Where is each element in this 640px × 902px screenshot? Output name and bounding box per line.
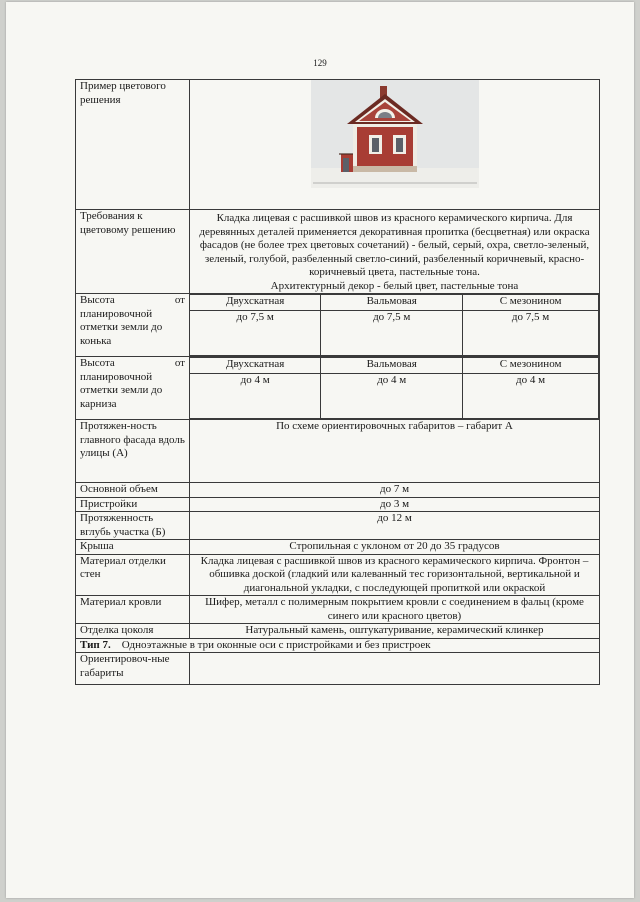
page-number: 129 (313, 58, 327, 68)
type7-cell (76, 638, 600, 653)
facade-length-row (76, 420, 600, 483)
main-volume-value: до 7 м (190, 483, 600, 498)
roof-label: Крыша (76, 540, 190, 555)
dims-value (190, 653, 600, 685)
wall-material-row (76, 554, 600, 596)
color-example-cell (190, 80, 600, 210)
extensions-label: Пристройки (76, 497, 190, 512)
type7-text: Одноэтажные в три оконные оси с пристройками и без пристроек (121, 638, 431, 651)
type7-row (76, 638, 600, 653)
roof-type-gable: Двухскатная (190, 295, 321, 311)
height-ridge-label (76, 294, 190, 357)
height-eave-cell (190, 357, 600, 420)
height-ridge-hip-value: до 7,5 м (321, 311, 463, 356)
wall-material-label: Материал отделки стен (76, 554, 190, 596)
main-volume-row (76, 483, 600, 498)
height-ridge-cell (190, 294, 600, 357)
dims-row (76, 653, 600, 685)
roof-type-mezzanine: С мезонином (463, 358, 599, 374)
depth-label: Протяженность вглубь участка (Б) (76, 512, 190, 540)
depth-value: до 12 м (190, 512, 600, 540)
height-eave-gable-value: до 4 м (190, 374, 321, 419)
height-ridge-label-ot: от (174, 294, 185, 306)
height-ridge-gable-value: до 7,5 м (190, 311, 321, 356)
main-volume-label: Основной объем (76, 483, 190, 498)
roof-value: Стропильная с уклоном от 20 до 35 градусов (190, 540, 600, 555)
roof-type-gable: Двухскатная (190, 358, 321, 374)
color-requirements-decor: Архитектурный декор - белый цвет, пастельные тона (270, 279, 519, 292)
plinth-label: Отделка цоколя (76, 624, 190, 639)
color-example-label: Пример цветового решения (76, 80, 190, 210)
height-ridge-label-word: Высота (80, 294, 115, 306)
wall-material-text: Кладка лицевая с расшивкой швов из красного керамического кирпича. Фронтон – обшивка доской (гладкий или калеванный тес горизонтальной, вертикальной и диагональной укладки, с последующей пропиткой или окраской (190, 554, 600, 596)
extensions-value: до 3 м (190, 497, 600, 512)
height-ridge-row (76, 294, 600, 357)
color-requirements-row (76, 210, 600, 294)
height-eave-label-ot: от (174, 357, 185, 369)
depth-row (76, 512, 600, 540)
height-eave-mezzanine-value: до 4 м (463, 374, 599, 419)
roof-material-label: Материал кровли (76, 596, 190, 624)
dims-label: Ориентировоч-ные габариты (76, 653, 190, 685)
color-requirements-cell (190, 210, 600, 294)
height-eave-label-rest: планировочной отметки земли до карниза (80, 370, 163, 410)
roof-type-mezzanine: С мезонином (463, 295, 599, 311)
height-ridge-label-rest: планировочной отметки земли до конька (80, 307, 163, 347)
height-ridge-mezzanine-value: до 7,5 м (463, 311, 599, 356)
height-eave-label (76, 357, 190, 420)
plinth-text: Натуральный камень, оштукатуривание, керамический клинкер (190, 624, 600, 639)
height-eave-row (76, 357, 600, 420)
type7-label: Тип 7. (80, 638, 111, 651)
color-example-row (76, 80, 600, 210)
facade-length-text: По схеме ориентировочных габаритов – габарит А (190, 420, 600, 483)
specification-table (75, 79, 600, 685)
roof-material-row (76, 596, 600, 624)
height-ridge-subtable (190, 294, 599, 356)
color-requirements-text: Кладка лицевая с расшивкой швов из красного керамического кирпича. Для деревянных деталей применяется декоративная пропитка (бесцветная) или окраска фасадов (не более трех цветовых сочетаний) - белый, серый, охра, светло-зеленый, зеленый, голубой, разбеленный светло-синий, разбеленный коричневый, красно-коричневый цвета, пастельные тона. (199, 212, 590, 278)
height-eave-subtable (190, 357, 599, 419)
height-eave-hip-value: до 4 м (321, 374, 463, 419)
house-facade-image (311, 80, 479, 188)
plinth-row (76, 624, 600, 639)
height-eave-label-word: Высота (80, 357, 115, 369)
roof-row (76, 540, 600, 555)
roof-type-hip: Вальмовая (321, 358, 463, 374)
roof-type-hip: Вальмовая (321, 295, 463, 311)
roof-material-text: Шифер, металл с полимерным покрытием кровли с соединением в фальц (кроме синего или красного цветов) (190, 596, 600, 624)
facade-length-label: Протяжен-ность главного фасада вдоль улицы (А) (76, 420, 190, 483)
extensions-row (76, 497, 600, 512)
color-requirements-label: Требования к цветовому решению (76, 210, 190, 294)
